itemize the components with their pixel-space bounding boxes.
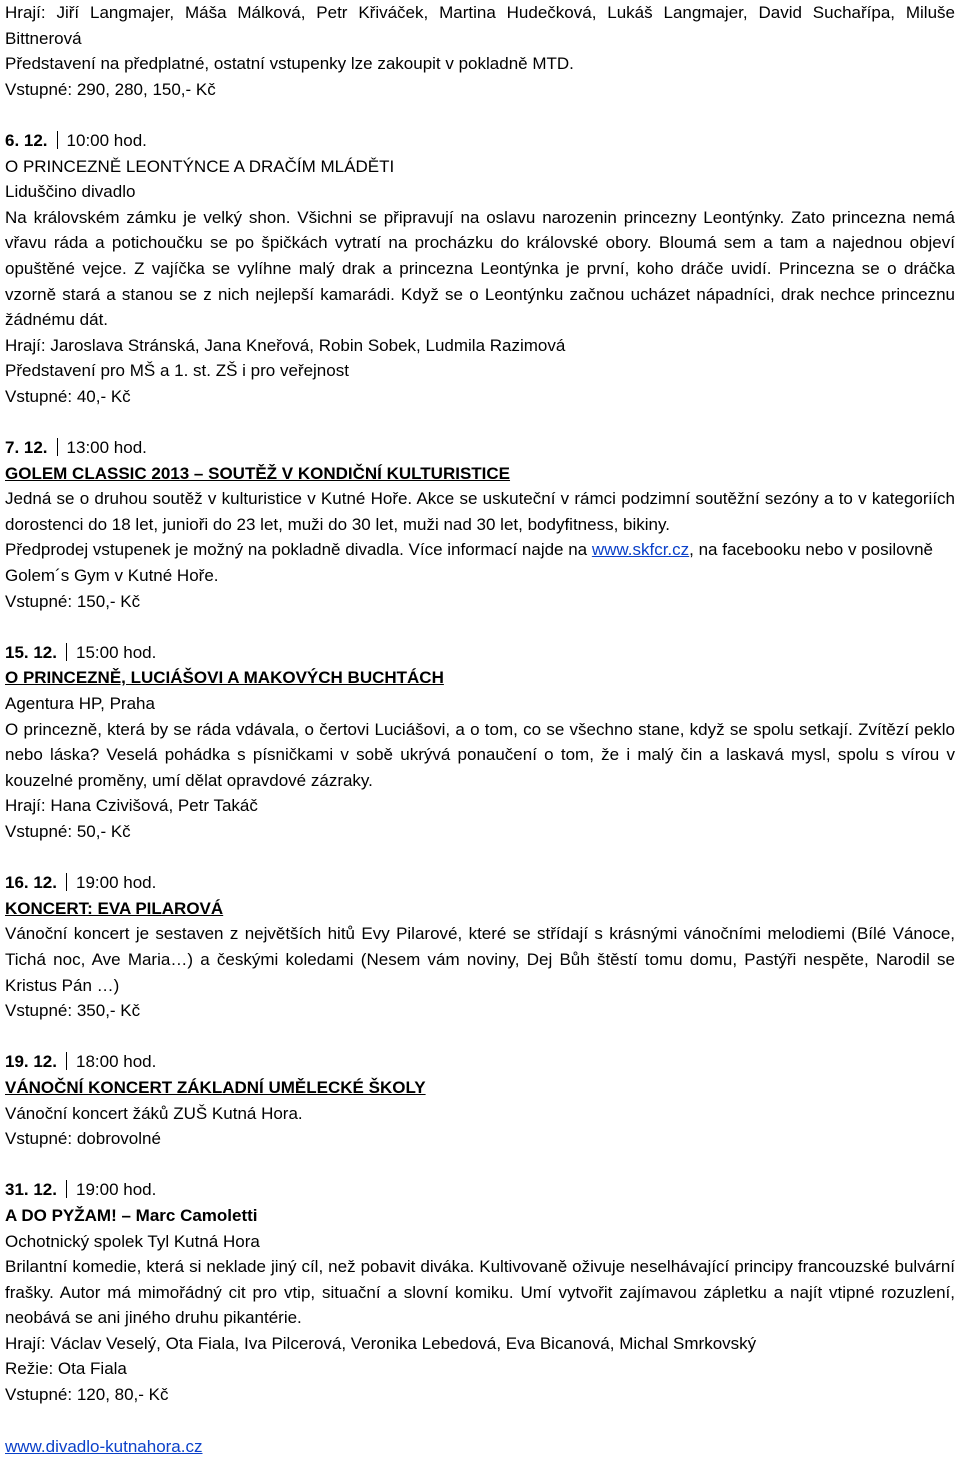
event-admission: Vstupné: 40,- Kč xyxy=(5,386,131,406)
event-admission: Vstupné: 350,- Kč xyxy=(5,1001,141,1021)
event-note: Představení pro MŠ a 1. st. ZŠ i pro veřejnost xyxy=(5,361,349,381)
event-princezna-luciasovi xyxy=(5,640,955,845)
event-company: Agentura HP, Praha xyxy=(5,694,155,714)
spacer xyxy=(5,614,955,640)
event-admission: Vstupné: dobrovolné xyxy=(5,1129,161,1149)
event-datetime xyxy=(5,640,955,666)
separator xyxy=(57,438,58,456)
event-date: 16. 12. xyxy=(5,873,57,893)
event-company: Liduščino divadlo xyxy=(5,182,136,202)
separator xyxy=(66,643,67,661)
event-description: Vánoční koncert žáků ZUŠ Kutná Hora. xyxy=(5,1103,303,1123)
event-cast: Hrají: Hana Czivišová, Petr Takáč xyxy=(5,796,258,816)
event-cast: Hrají: Jaroslava Stránská, Jana Kneřová, Robin Sobek, Ludmila Razimová xyxy=(5,335,566,355)
event-admission: Vstupné: 120, 80,- Kč xyxy=(5,1385,169,1405)
event-a-do-pyzam xyxy=(5,1177,955,1407)
event-time: 19:00 hod. xyxy=(76,873,157,893)
event-date: 6. 12. xyxy=(5,130,48,150)
event-datetime xyxy=(5,870,955,896)
spacer xyxy=(5,1152,955,1178)
event-title: VÁNOČNÍ KONCERT ZÁKLADNÍ UMĚLECKÉ ŠKOLY xyxy=(5,1077,426,1097)
event-admission: Vstupné: 150,- Kč xyxy=(5,591,141,611)
event-title: A DO PYŽAM! – Marc Camoletti xyxy=(5,1205,258,1225)
event-description: O princezně, která by se ráda vdávala, o čertovi Luciášovi, a o tom, co se všechno stane, když se spolu setkají. Zvítězí peklo nebo láska? Veselá pohádka s písničkami v sobě ukrývá ponaučení o tom, že i malý čin a laskavá mysl, spolu s vírou v kouzelné proměny, umí dělat opravdové zázraky. xyxy=(5,719,955,790)
event-presale xyxy=(5,537,955,588)
event-admission: Vstupné: 50,- Kč xyxy=(5,822,131,841)
event-time: 15:00 hod. xyxy=(76,642,157,662)
event-date: 19. 12. xyxy=(5,1052,57,1072)
event-title: GOLEM CLASSIC 2013 – SOUTĚŽ V KONDIČNÍ KULTURISTICE xyxy=(5,463,511,483)
event-time: 13:00 hod. xyxy=(66,438,147,458)
presale-text-after: , na facebooku nebo v posilovně Golem´s Gym v Kutné Hoře. xyxy=(5,540,933,586)
skfcr-link[interactable]: www.skfcr.cz xyxy=(591,540,690,560)
event-title: KONCERT: EVA PILAROVÁ xyxy=(5,898,224,918)
event-date: 7. 12. xyxy=(5,438,48,458)
event-datetime xyxy=(5,128,955,154)
event-datetime xyxy=(5,1049,955,1075)
separator xyxy=(66,1052,67,1070)
event-time: 10:00 hod. xyxy=(66,130,147,150)
event-description: Jedná se o druhou soutěž v kulturistice v Kutné Hoře. Akce se uskuteční v rámci podzimní soutěžní sezóny a to v kategoriích dorostenci do 18 let, junioři do 23 let, muži do 30 let, muži nad 30 let, bodyfitness, bikiny. xyxy=(5,489,955,534)
event-title: O PRINCEZNĚ LEONTÝNCE A DRAČÍM MLÁDĚTI xyxy=(5,156,395,176)
event-date: 15. 12. xyxy=(5,642,57,662)
event-datetime xyxy=(5,435,955,461)
spacer xyxy=(5,102,955,128)
separator xyxy=(66,873,67,891)
spacer xyxy=(5,845,955,871)
event-princezna-leontynka xyxy=(5,128,955,410)
event-description: Na královském zámku je velký shon. Všichni se připravují na oslavu narozenin princezny Leontýnky. Zato princezna nemá vřavu ráda a potichoučku se po špičkách vytratí na procházku do královské obory. Bloumá sem a tam a najednou objeví opuštěné vejce. Z vajíčka se vylíhne malý drak a princezna Leontýnka je první, koho dráče uvidí. Princezna se o dráčka vzorně stará a stanou se z nich nejlepší kamarádi. Když se o Leontýnku začnou ucházet nápadníci, drak nechce princeznu žádnému dát. xyxy=(5,207,955,330)
spacer xyxy=(5,1024,955,1050)
event-vanocni-koncert-zus xyxy=(5,1049,955,1151)
website-link[interactable]: www.divadlo-kutnahora.cz xyxy=(5,1437,203,1456)
intro-admission: Vstupné: 290, 280, 150,- Kč xyxy=(5,79,216,99)
separator xyxy=(57,131,58,149)
event-datetime xyxy=(5,1177,955,1203)
event-time: 18:00 hod. xyxy=(76,1052,157,1072)
spacer xyxy=(5,410,955,436)
event-date: 31. 12. xyxy=(5,1180,57,1200)
intro-note: Představení na předplatné, ostatní vstupenky lze zakoupit v pokladně MTD. xyxy=(5,54,574,74)
event-koncert-pilarova xyxy=(5,870,955,1024)
event-golem-classic xyxy=(5,435,955,614)
event-cast: Hrají: Václav Veselý, Ota Fiala, Iva Pilcerová, Veronika Lebedová, Eva Bicanová, Michal Smrkovský xyxy=(5,1333,757,1353)
event-description: Brilantní komedie, která si neklade jiný cíl, než pobavit diváka. Kultivovaně oživuje neselhávající principy francouzské bulvární frašky. Autor má mimořádný cit pro vtip, situační a slovní komiku. Umí vytvořit zajímavou zápletku a najít vtipné rozuzlení, neobává se ani jiného druhu pikantérie. xyxy=(5,1257,955,1328)
event-description: Vánoční koncert je sestaven z největších hitů Evy Pilarové, které se střídají s krásnými vánočními melodiemi (Bílé Vánoce, Tichá noc, Ave Maria…) a českými koledami (Nesem vám noviny, Dej Bůh štěstí tomu domu, Pastýři nespěte, Narodil se Kristus Pán …) xyxy=(5,924,955,995)
separator xyxy=(66,1180,67,1198)
presale-text: Předprodej vstupenek je možný na pokladně divadla. Více informací najde na xyxy=(5,540,592,560)
event-director: Režie: Ota Fiala xyxy=(5,1359,127,1379)
intro-cast: Hrají: Jiří Langmajer, Máša Málková, Petr Křiváček, Martina Hudečková, Lukáš Langmajer, David Suchařípa, Miluše Bittnerová xyxy=(5,3,955,48)
event-company: Ochotnický spolek Tyl Kutná Hora xyxy=(5,1231,260,1251)
event-time: 19:00 hod. xyxy=(76,1180,157,1200)
event-title: O PRINCEZNĚ, LUCIÁŠOVI A MAKOVÝCH BUCHTÁCH xyxy=(5,668,444,688)
